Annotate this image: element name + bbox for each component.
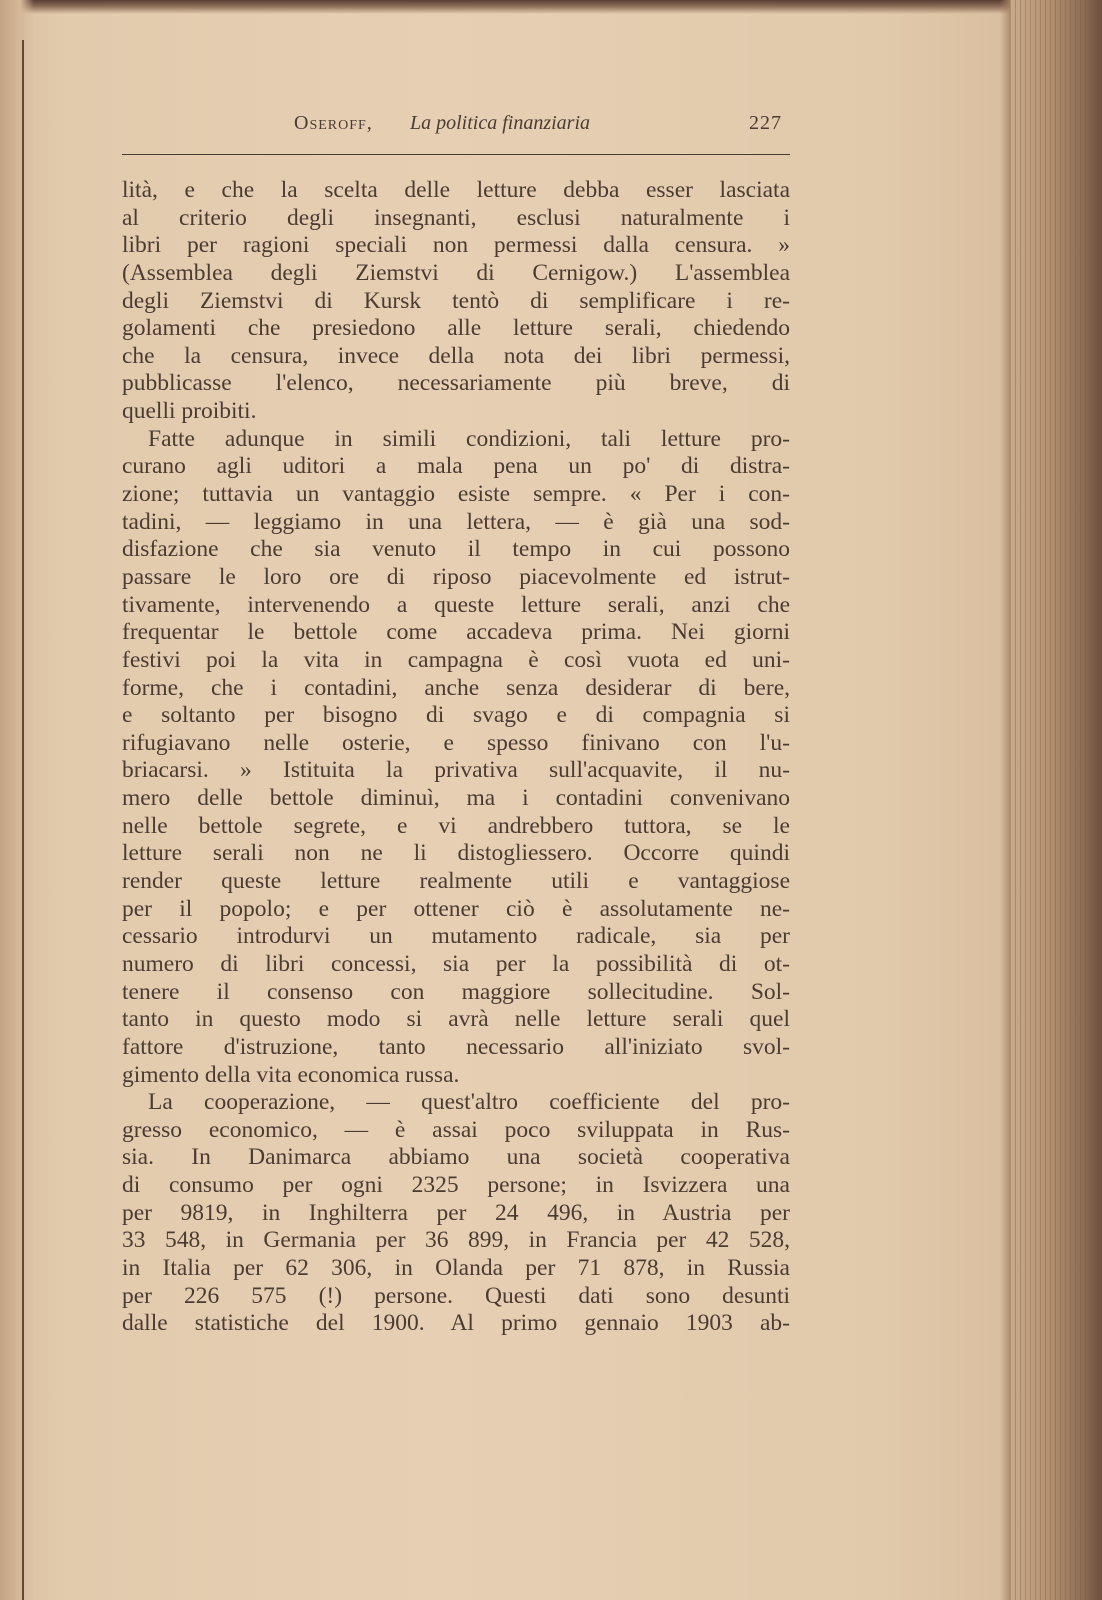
text-line: al criterio degli insegnanti, esclusi naturalmente i: [122, 204, 790, 231]
text-line: pubblicasse l'elenco, necessariamente più breve, di: [122, 370, 790, 397]
text-line: golamenti che presiedono alle letture serali, chiedendo: [122, 315, 790, 342]
text-line: per 9819, in Inghilterra per 24 496, in Austria per: [122, 1199, 790, 1226]
text-line: render queste letture realmente utili e vantaggiose: [122, 868, 790, 895]
running-head-title: La politica finanziaria: [410, 112, 591, 134]
text-line: sia. In Danimarca abbiamo una società cooperativa: [122, 1144, 790, 1171]
text-line: letture serali non ne li distogliessero. Occorre quindi: [122, 840, 790, 867]
text-line: fattore d'istruzione, tanto necessario all'iniziato svol-: [122, 1033, 790, 1060]
text-line: tenere il consenso con maggiore sollecitudine. Sol-: [122, 978, 790, 1005]
text-line: di consumo per ogni 2325 persone; in Isvizzera una: [122, 1172, 790, 1199]
text-line: per il popolo; e per ottener ciò è assolutamente ne-: [122, 895, 790, 922]
text-line: zione; tuttavia un vantaggio esiste sempre. « Per i con-: [122, 481, 790, 508]
text-line: numero di libri concessi, sia per la possibilità di ot-: [122, 950, 790, 977]
body-text: [122, 177, 790, 1338]
running-head-author: Oseroff,: [294, 112, 373, 134]
text-line: gresso economico, — è assai poco sviluppata in Rus-: [122, 1116, 790, 1143]
text-line: curano agli uditori a mala pena un po' di distra-: [122, 453, 790, 480]
paragraph-start-line: La cooperazione, — quest'altro coefficiente del pro-: [148, 1089, 790, 1116]
text-line: disfazione che sia venuto il tempo in cui possono: [122, 536, 790, 563]
page-stack-edge: [1010, 0, 1102, 1600]
text-line: e soltanto per bisogno di svago e di compagnia si: [122, 702, 790, 729]
text-line: che la censura, invece della nota dei libri permessi,: [122, 342, 790, 369]
text-line: mero delle bettole diminuì, ma i contadini convenivano: [122, 785, 790, 812]
text-line: gimento della vita economica russa.: [122, 1061, 460, 1088]
text-line: frequentar le bettole come accadeva prima. Nei giorni: [122, 619, 790, 646]
top-page-shadow: [0, 0, 1102, 14]
paragraph-start-line: Fatte adunque in simili condizioni, tali letture pro-: [148, 425, 790, 452]
text-line: forme, che i contadini, anche senza desiderar di bere,: [122, 674, 790, 701]
text-line: festivi poi la vita in campagna è così vuota ed uni-: [122, 646, 790, 673]
text-line: passare le loro ore di riposo piacevolmente ed istrut-: [122, 563, 790, 590]
text-block: [122, 106, 790, 1338]
left-page-edge: [0, 0, 34, 1600]
text-line: tivamente, intervenendo a queste letture serali, anzi che: [122, 591, 790, 618]
text-line: quelli proibiti.: [122, 398, 257, 425]
text-line: per 226 575 (!) persone. Questi dati sono desunti: [122, 1282, 790, 1309]
text-line: in Italia per 62 306, in Olanda per 71 878, in Russia: [122, 1254, 790, 1281]
text-line: 33 548, in Germania per 36 899, in Francia per 42 528,: [122, 1227, 790, 1254]
text-line: nelle bettole segrete, e vi andrebbero tuttora, se le: [122, 812, 790, 839]
page-number: 227: [749, 112, 782, 134]
text-line: tadini, — leggiamo in una lettera, — è già una sod-: [122, 508, 790, 535]
text-line: degli Ziemstvi di Kursk tentò di semplificare i re-: [122, 287, 790, 314]
text-line: lità, e che la scelta delle letture debba esser lasciata: [122, 177, 790, 203]
text-line: dalle statistiche del 1900. Al primo gennaio 1903 ab-: [122, 1310, 790, 1337]
text-line: rifugiavano nelle osterie, e spesso finivano con l'u-: [122, 729, 790, 756]
text-line: briacarsi. » Istituita la privativa sull'acquavite, il nu-: [122, 757, 790, 784]
text-line: cessario introdurvi un mutamento radicale, sia per: [122, 923, 790, 950]
text-line: (Assemblea degli Ziemstvi di Cernigow.) L'assemblea: [122, 259, 790, 286]
header-rule: [122, 154, 790, 155]
gutter-line: [22, 40, 24, 1600]
text-line: tanto in questo modo si avrà nelle letture serali quel: [122, 1006, 790, 1033]
text-line: libri per ragioni speciali non permessi dalla censura. »: [122, 232, 790, 259]
running-head: [122, 106, 790, 140]
